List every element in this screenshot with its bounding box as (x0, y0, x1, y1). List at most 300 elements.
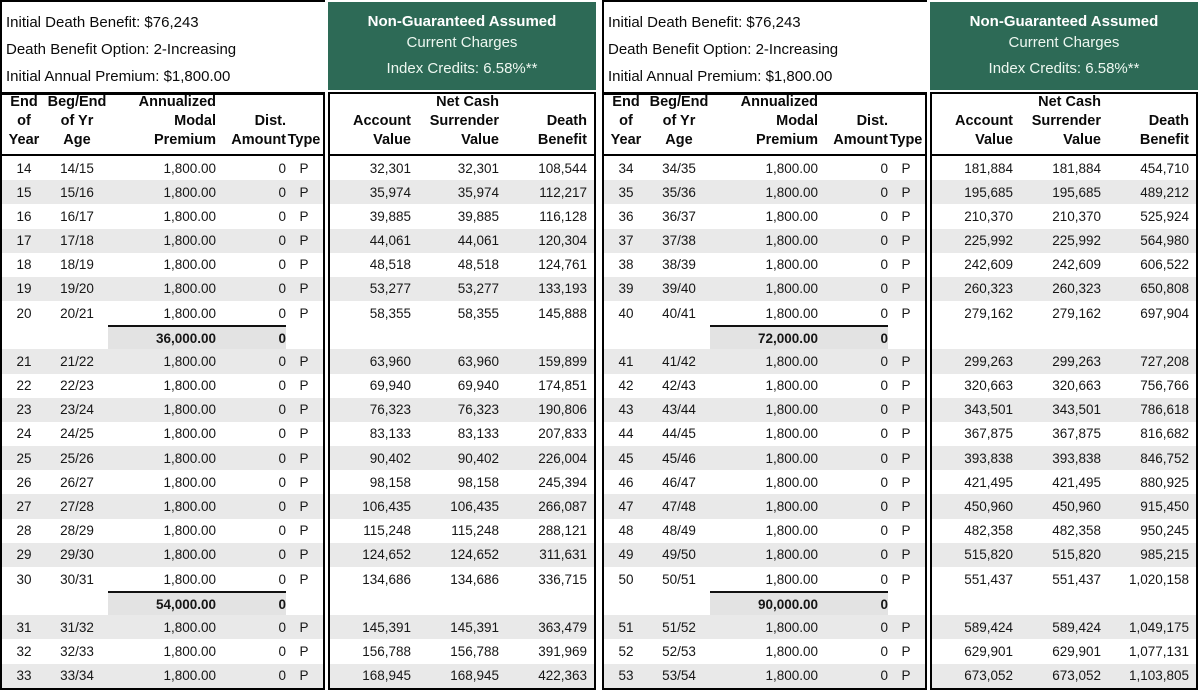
table-row (604, 374, 925, 398)
header-account-value (932, 112, 1020, 150)
header-line: Account (353, 113, 411, 129)
header-line: Modal (776, 113, 818, 129)
cell-account-value: 83,133 (369, 426, 411, 442)
cell-surrender-value: 98,158 (457, 474, 499, 490)
subtotal-dist-amount: 0 (278, 596, 286, 612)
table-row (932, 253, 1196, 277)
table-row (2, 664, 323, 688)
cell-beg-end-age: 44/45 (662, 426, 696, 442)
cell-dist-type: P (901, 208, 911, 224)
cell-death-benefit: 108,544 (538, 160, 587, 176)
table-row (604, 470, 925, 494)
cell-account-value: 195,685 (964, 184, 1013, 200)
header-line: Value (1063, 132, 1101, 148)
cell-account-value: 115,248 (363, 523, 411, 539)
table-row (604, 229, 925, 253)
values-table (328, 0, 596, 690)
cell-dist-type: P (299, 257, 309, 273)
table-row (604, 204, 925, 228)
cell-dist-type: P (299, 208, 309, 224)
table-row (2, 204, 323, 228)
cell-modal-premium: 1,800.00 (765, 498, 818, 514)
cell-surrender-value: 44,061 (457, 233, 499, 249)
cell-dist-type: P (901, 257, 911, 273)
cell-modal-premium: 1,800.00 (163, 305, 216, 321)
header-line: Net Cash (436, 94, 499, 110)
table-row (932, 519, 1196, 543)
cell-surrender-value: 156,788 (450, 644, 499, 660)
cell-death-benefit: 525,924 (1140, 208, 1189, 224)
cell-death-benefit: 363,479 (538, 619, 587, 635)
table-row (2, 180, 323, 204)
cell-account-value: 35,974 (369, 184, 411, 200)
cell-end-of-year: 40 (618, 305, 634, 321)
cell-death-benefit: 207,833 (538, 426, 587, 442)
cell-account-value: 515,820 (964, 547, 1013, 563)
cell-dist-amount: 0 (880, 450, 888, 466)
cell-death-benefit: 159,899 (538, 353, 587, 369)
cell-account-value: 181,884 (964, 160, 1013, 176)
policy-year-table (0, 0, 325, 690)
header-dist-amount (216, 112, 286, 150)
cell-surrender-value: 168,945 (450, 668, 499, 684)
subtotal-row-values (932, 325, 1196, 349)
cell-account-value: 32,301 (369, 160, 411, 176)
header-annualized-modal-premium (710, 93, 818, 150)
scenario-title: Non-Guaranteed Assumed (367, 13, 557, 30)
cell-beg-end-age: 24/25 (60, 426, 94, 442)
cell-dist-amount: 0 (880, 547, 888, 563)
cell-account-value: 393,838 (964, 450, 1013, 466)
death-benefit-option-line: Death Benefit Option: 2-Increasing (608, 41, 839, 58)
cell-beg-end-age: 18/19 (60, 257, 94, 273)
cell-death-benefit: 454,710 (1140, 160, 1189, 176)
cell-account-value: 589,424 (964, 619, 1013, 635)
cell-modal-premium: 1,800.00 (765, 547, 818, 563)
cell-dist-type: P (901, 426, 911, 442)
cell-dist-amount: 0 (880, 208, 888, 224)
cell-dist-amount: 0 (278, 426, 286, 442)
cell-surrender-value: 76,323 (457, 402, 499, 418)
cell-account-value: 629,901 (964, 644, 1013, 660)
cell-end-of-year: 32 (16, 644, 32, 660)
cell-modal-premium: 1,800.00 (163, 571, 216, 587)
header-line: Death (546, 113, 587, 129)
cell-dist-type: P (901, 644, 911, 660)
cell-surrender-value: 145,391 (450, 619, 499, 635)
cell-beg-end-age: 52/53 (662, 644, 696, 660)
cell-beg-end-age: 53/54 (662, 668, 696, 684)
cell-dist-type: P (299, 450, 309, 466)
cell-death-benefit: 174,851 (538, 378, 587, 394)
cell-end-of-year: 38 (618, 257, 634, 273)
cell-account-value: 225,992 (964, 233, 1013, 249)
subtotal-row-values (330, 325, 594, 349)
cell-dist-amount: 0 (880, 571, 888, 587)
subtotal-premium: 90,000.00 (757, 596, 818, 612)
table-row (932, 446, 1196, 470)
cell-dist-amount: 0 (278, 547, 286, 563)
subtotal-block (710, 591, 888, 615)
cell-end-of-year: 35 (618, 184, 634, 200)
cell-end-of-year: 30 (16, 571, 32, 587)
table-row (932, 398, 1196, 422)
table-row (2, 374, 323, 398)
cell-dist-type: P (901, 668, 911, 684)
left-table-rows (602, 156, 927, 690)
cell-beg-end-age: 47/48 (662, 498, 696, 514)
header-type (888, 131, 924, 150)
cell-dist-amount: 0 (278, 498, 286, 514)
subtotal-row (604, 591, 925, 615)
header-annualized-modal-premium (108, 93, 216, 150)
cell-modal-premium: 1,800.00 (765, 257, 818, 273)
cell-end-of-year: 25 (16, 450, 32, 466)
cell-surrender-value: 90,402 (457, 450, 499, 466)
table-row (932, 301, 1196, 325)
cell-dist-type: P (901, 450, 911, 466)
cell-beg-end-age: 38/39 (662, 257, 696, 273)
cell-account-value: 39,885 (369, 208, 411, 224)
cell-dist-amount: 0 (880, 474, 888, 490)
table-row (932, 422, 1196, 446)
cell-beg-end-age: 28/29 (60, 523, 94, 539)
table-row (932, 374, 1196, 398)
cell-surrender-value: 482,358 (1052, 523, 1101, 539)
cell-dist-amount: 0 (278, 668, 286, 684)
table-row (932, 204, 1196, 228)
table-row (932, 277, 1196, 301)
initial-annual-premium-line: Initial Annual Premium: $1,800.00 (6, 68, 231, 85)
cell-beg-end-age: 35/36 (662, 184, 696, 200)
cell-death-benefit: 846,752 (1140, 450, 1189, 466)
table-row (330, 567, 594, 591)
cell-beg-end-age: 23/24 (60, 402, 94, 418)
cell-dist-amount: 0 (278, 233, 286, 249)
cell-death-benefit: 133,193 (538, 281, 587, 297)
header-line: Value (373, 132, 411, 148)
cell-beg-end-age: 20/21 (60, 305, 94, 321)
cell-beg-end-age: 40/41 (662, 305, 696, 321)
cell-account-value: 320,663 (964, 378, 1013, 394)
cell-dist-amount: 0 (278, 208, 286, 224)
table-row (330, 204, 594, 228)
cell-dist-amount: 0 (880, 498, 888, 514)
cell-death-benefit: 145,888 (538, 305, 587, 321)
cell-dist-amount: 0 (880, 233, 888, 249)
scenario-header (328, 2, 596, 90)
cell-surrender-value: 124,652 (450, 547, 499, 563)
cell-surrender-value: 367,875 (1052, 426, 1101, 442)
header-line: of (619, 113, 633, 129)
subtotal-spacer (2, 325, 108, 349)
cell-dist-type: P (299, 184, 309, 200)
policy-info-block (0, 0, 325, 92)
illustration-panel-right (602, 0, 1198, 690)
cell-end-of-year: 21 (16, 353, 32, 369)
table-row (932, 615, 1196, 639)
cell-dist-type: P (299, 523, 309, 539)
cell-death-benefit: 124,761 (538, 257, 587, 273)
cell-account-value: 421,495 (964, 474, 1013, 490)
subtotal-spacer (2, 591, 108, 615)
cell-end-of-year: 47 (618, 498, 634, 514)
cell-surrender-value: 106,435 (450, 498, 499, 514)
values-table-header (930, 92, 1198, 156)
cell-death-benefit: 336,715 (538, 571, 587, 587)
cell-surrender-value: 515,820 (1052, 547, 1101, 563)
table-row (604, 519, 925, 543)
cell-dist-type: P (299, 571, 309, 587)
cell-surrender-value: 279,162 (1052, 305, 1101, 321)
cell-end-of-year: 26 (16, 474, 32, 490)
cell-end-of-year: 17 (16, 233, 32, 249)
cell-dist-amount: 0 (278, 450, 286, 466)
header-line: Death (1148, 113, 1189, 129)
cell-account-value: 260,323 (964, 281, 1013, 297)
header-line: Age (63, 132, 91, 148)
table-row (932, 639, 1196, 663)
table-row (2, 229, 323, 253)
cell-beg-end-age: 50/51 (662, 571, 696, 587)
header-line: of Yr (60, 113, 94, 129)
header-line: End (612, 94, 640, 110)
cell-modal-premium: 1,800.00 (765, 426, 818, 442)
cell-dist-amount: 0 (278, 402, 286, 418)
table-row (604, 422, 925, 446)
table-row (330, 374, 594, 398)
subtotal-block (108, 325, 286, 349)
cell-dist-type: P (299, 305, 309, 321)
header-type (286, 131, 322, 150)
cell-surrender-value: 343,501 (1052, 402, 1101, 418)
left-table-rows (0, 156, 325, 690)
cell-modal-premium: 1,800.00 (765, 402, 818, 418)
cell-beg-end-age: 29/30 (60, 547, 94, 563)
header-line: Amount (833, 132, 888, 148)
cell-dist-type: P (901, 474, 911, 490)
cell-modal-premium: 1,800.00 (163, 257, 216, 273)
left-table-header (602, 92, 927, 156)
cell-end-of-year: 34 (618, 160, 634, 176)
cell-account-value: 53,277 (369, 281, 411, 297)
table-row (2, 567, 323, 591)
cell-modal-premium: 1,800.00 (163, 450, 216, 466)
cell-beg-end-age: 36/37 (662, 208, 696, 224)
cell-beg-end-age: 26/27 (60, 474, 94, 490)
table-row (330, 277, 594, 301)
cell-modal-premium: 1,800.00 (765, 305, 818, 321)
cell-death-benefit: 422,363 (538, 668, 587, 684)
header-line: Net Cash (1038, 94, 1101, 110)
cell-end-of-year: 19 (16, 281, 32, 297)
cell-end-of-year: 24 (16, 426, 32, 442)
cell-end-of-year: 44 (618, 426, 634, 442)
table-row (2, 639, 323, 663)
cell-modal-premium: 1,800.00 (765, 160, 818, 176)
subtotal-row (604, 325, 925, 349)
cell-death-benefit: 288,121 (538, 523, 587, 539)
cell-end-of-year: 31 (16, 619, 32, 635)
cell-end-of-year: 48 (618, 523, 634, 539)
table-row (2, 470, 323, 494)
subtotal-dist-amount: 0 (278, 330, 286, 346)
scenario-subtitle: Current Charges (406, 34, 518, 51)
cell-dist-amount: 0 (278, 571, 286, 587)
header-dist-amount (818, 112, 888, 150)
cell-end-of-year: 18 (16, 257, 32, 273)
cell-surrender-value: 260,323 (1052, 281, 1101, 297)
header-line: Type (287, 132, 321, 148)
table-row (2, 519, 323, 543)
cell-beg-end-age: 25/26 (60, 450, 94, 466)
cell-surrender-value: 53,277 (457, 281, 499, 297)
cell-account-value: 76,323 (369, 402, 411, 418)
cell-death-benefit: 697,904 (1140, 305, 1189, 321)
header-line: of (17, 113, 31, 129)
cell-modal-premium: 1,800.00 (765, 474, 818, 490)
cell-account-value: 279,162 (964, 305, 1013, 321)
cell-account-value: 450,960 (964, 498, 1013, 514)
initial-annual-premium-line: Initial Annual Premium: $1,800.00 (608, 68, 833, 85)
cell-death-benefit: 950,245 (1140, 523, 1189, 539)
cell-beg-end-age: 30/31 (60, 571, 94, 587)
table-row (932, 180, 1196, 204)
values-table-rows (328, 156, 596, 690)
cell-death-benefit: 1,077,131 (1128, 644, 1189, 660)
header-line: Age (665, 132, 693, 148)
cell-modal-premium: 1,800.00 (765, 281, 818, 297)
cell-dist-amount: 0 (278, 378, 286, 394)
cell-modal-premium: 1,800.00 (163, 233, 216, 249)
header-line: Annualized (138, 94, 216, 110)
table-row (604, 494, 925, 518)
table-row (2, 422, 323, 446)
header-line: Amount (231, 132, 286, 148)
cell-modal-premium: 1,800.00 (163, 402, 216, 418)
table-row (330, 349, 594, 373)
cell-beg-end-age: 14/15 (60, 160, 94, 176)
table-row (2, 446, 323, 470)
table-row (604, 615, 925, 639)
cell-account-value: 673,052 (964, 668, 1013, 684)
cell-surrender-value: 181,884 (1052, 160, 1101, 176)
cell-beg-end-age: 21/22 (60, 353, 94, 369)
header-line: Year (610, 132, 642, 148)
cell-modal-premium: 1,800.00 (765, 668, 818, 684)
cell-beg-end-age: 33/34 (60, 668, 94, 684)
table-row (604, 567, 925, 591)
header-end-of-year (604, 93, 648, 150)
policy-year-table (602, 0, 927, 690)
table-row (604, 277, 925, 301)
cell-surrender-value: 299,263 (1052, 353, 1101, 369)
table-row (330, 615, 594, 639)
cell-end-of-year: 50 (618, 571, 634, 587)
cell-beg-end-age: 43/44 (662, 402, 696, 418)
cell-death-benefit: 606,522 (1140, 257, 1189, 273)
table-row (330, 229, 594, 253)
table-row (932, 470, 1196, 494)
cell-account-value: 343,501 (964, 402, 1013, 418)
table-row (932, 543, 1196, 567)
table-row (604, 664, 925, 688)
cell-end-of-year: 49 (618, 547, 634, 563)
cell-beg-end-age: 42/43 (662, 378, 696, 394)
cell-modal-premium: 1,800.00 (765, 378, 818, 394)
cell-dist-type: P (299, 233, 309, 249)
cell-death-benefit: 985,215 (1140, 547, 1189, 563)
cell-death-benefit: 266,087 (538, 498, 587, 514)
table-row (330, 398, 594, 422)
cell-death-benefit: 915,450 (1140, 498, 1189, 514)
subtotal-block (710, 325, 888, 349)
cell-dist-amount: 0 (278, 257, 286, 273)
header-death-benefit (506, 112, 594, 150)
cell-death-benefit: 880,925 (1140, 474, 1189, 490)
cell-surrender-value: 83,133 (457, 426, 499, 442)
cell-end-of-year: 39 (618, 281, 634, 297)
cell-end-of-year: 46 (618, 474, 634, 490)
cell-beg-end-age: 27/28 (60, 498, 94, 514)
cell-account-value: 367,875 (964, 426, 1013, 442)
cell-surrender-value: 551,437 (1052, 571, 1101, 587)
cell-death-benefit: 245,394 (538, 474, 587, 490)
header-line: Year (8, 132, 40, 148)
cell-end-of-year: 22 (16, 378, 32, 394)
cell-dist-amount: 0 (278, 281, 286, 297)
cell-account-value: 106,435 (362, 498, 411, 514)
cell-surrender-value: 589,424 (1052, 619, 1101, 635)
cell-end-of-year: 53 (618, 668, 634, 684)
cell-dist-amount: 0 (880, 644, 888, 660)
table-row (2, 543, 323, 567)
cell-dist-amount: 0 (278, 353, 286, 369)
cell-account-value: 63,960 (369, 353, 411, 369)
subtotal-premium: 72,000.00 (757, 330, 818, 346)
cell-death-benefit: 756,766 (1140, 378, 1189, 394)
header-line: Benefit (537, 132, 587, 148)
cell-beg-end-age: 32/33 (60, 644, 94, 660)
cell-account-value: 69,940 (369, 378, 411, 394)
table-row (932, 229, 1196, 253)
policy-info-block (602, 0, 927, 92)
cell-death-benefit: 564,980 (1140, 233, 1189, 249)
cell-account-value: 98,158 (369, 474, 411, 490)
cell-modal-premium: 1,800.00 (163, 281, 216, 297)
cell-account-value: 48,518 (369, 257, 411, 273)
header-death-benefit (1108, 112, 1196, 150)
cell-surrender-value: 195,685 (1052, 184, 1101, 200)
values-table-rows (930, 156, 1198, 690)
table-row (604, 446, 925, 470)
table-row (330, 494, 594, 518)
subtotal-row-values (330, 591, 594, 615)
cell-beg-end-age: 31/32 (60, 619, 94, 635)
cell-modal-premium: 1,800.00 (163, 498, 216, 514)
cell-end-of-year: 27 (16, 498, 32, 514)
table-row (932, 156, 1196, 180)
cell-account-value: 551,437 (964, 571, 1013, 587)
cell-dist-amount: 0 (278, 619, 286, 635)
cell-dist-amount: 0 (880, 523, 888, 539)
subtotal-block (108, 591, 286, 615)
table-row (330, 180, 594, 204)
header-line: Dist. (254, 113, 286, 129)
table-row (330, 639, 594, 663)
death-benefit-option-line: Death Benefit Option: 2-Increasing (6, 41, 237, 58)
table-row (330, 422, 594, 446)
